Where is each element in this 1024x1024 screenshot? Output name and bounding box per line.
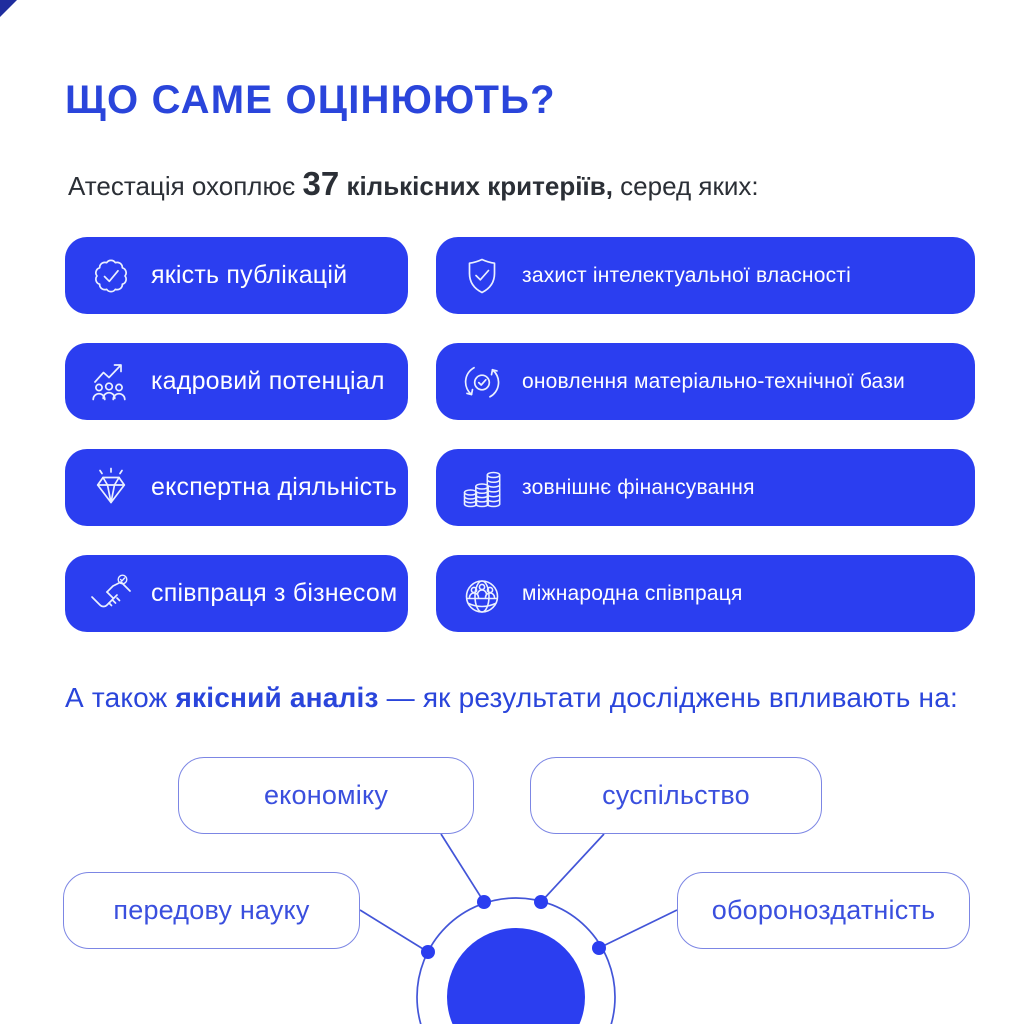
criterion-label: кадровий потенціал bbox=[151, 367, 385, 395]
criterion-label: експертна діяльність bbox=[151, 473, 398, 501]
impact-box-economy: економіку bbox=[178, 757, 474, 834]
connector-dot bbox=[477, 895, 491, 909]
connector-line-defense bbox=[599, 910, 677, 948]
impact-box-defense: обороноздатність bbox=[677, 872, 970, 949]
intro-number: 37 bbox=[302, 165, 340, 202]
connector-line-society bbox=[541, 834, 604, 902]
criterion-label: оновлення матеріально-технічної бази bbox=[522, 369, 905, 393]
qualitative-prefix: А також bbox=[65, 682, 168, 713]
criterion-label: якість публікацій bbox=[151, 261, 348, 289]
intro-bold: кількісних критеріїв, bbox=[346, 171, 613, 201]
qualitative-highlight: якісний аналіз bbox=[175, 682, 379, 713]
criterion-label: міжнародна співпраця bbox=[522, 581, 743, 605]
impact-box-science: передову науку bbox=[63, 872, 360, 949]
intro-prefix: Атестація охоплює bbox=[68, 171, 296, 201]
connector-line-science bbox=[360, 910, 428, 952]
connector-dot bbox=[592, 941, 606, 955]
page-title: ЩО САМЕ ОЦІНЮЮТЬ? bbox=[65, 78, 556, 122]
intro-suffix: серед яких: bbox=[620, 171, 759, 201]
connector-line-economy bbox=[441, 834, 484, 902]
criterion-label: зовнішнє фінансування bbox=[522, 475, 755, 499]
qualitative-suffix: — як результати досліджень впливають на: bbox=[386, 682, 958, 713]
criterion-label: співпраця з бізнесом bbox=[151, 579, 398, 607]
connector-dot bbox=[421, 945, 435, 959]
connector-dot bbox=[534, 895, 548, 909]
impact-box-society: суспільство bbox=[530, 757, 822, 834]
criterion-label: захист інтелектуальної власності bbox=[522, 263, 851, 287]
